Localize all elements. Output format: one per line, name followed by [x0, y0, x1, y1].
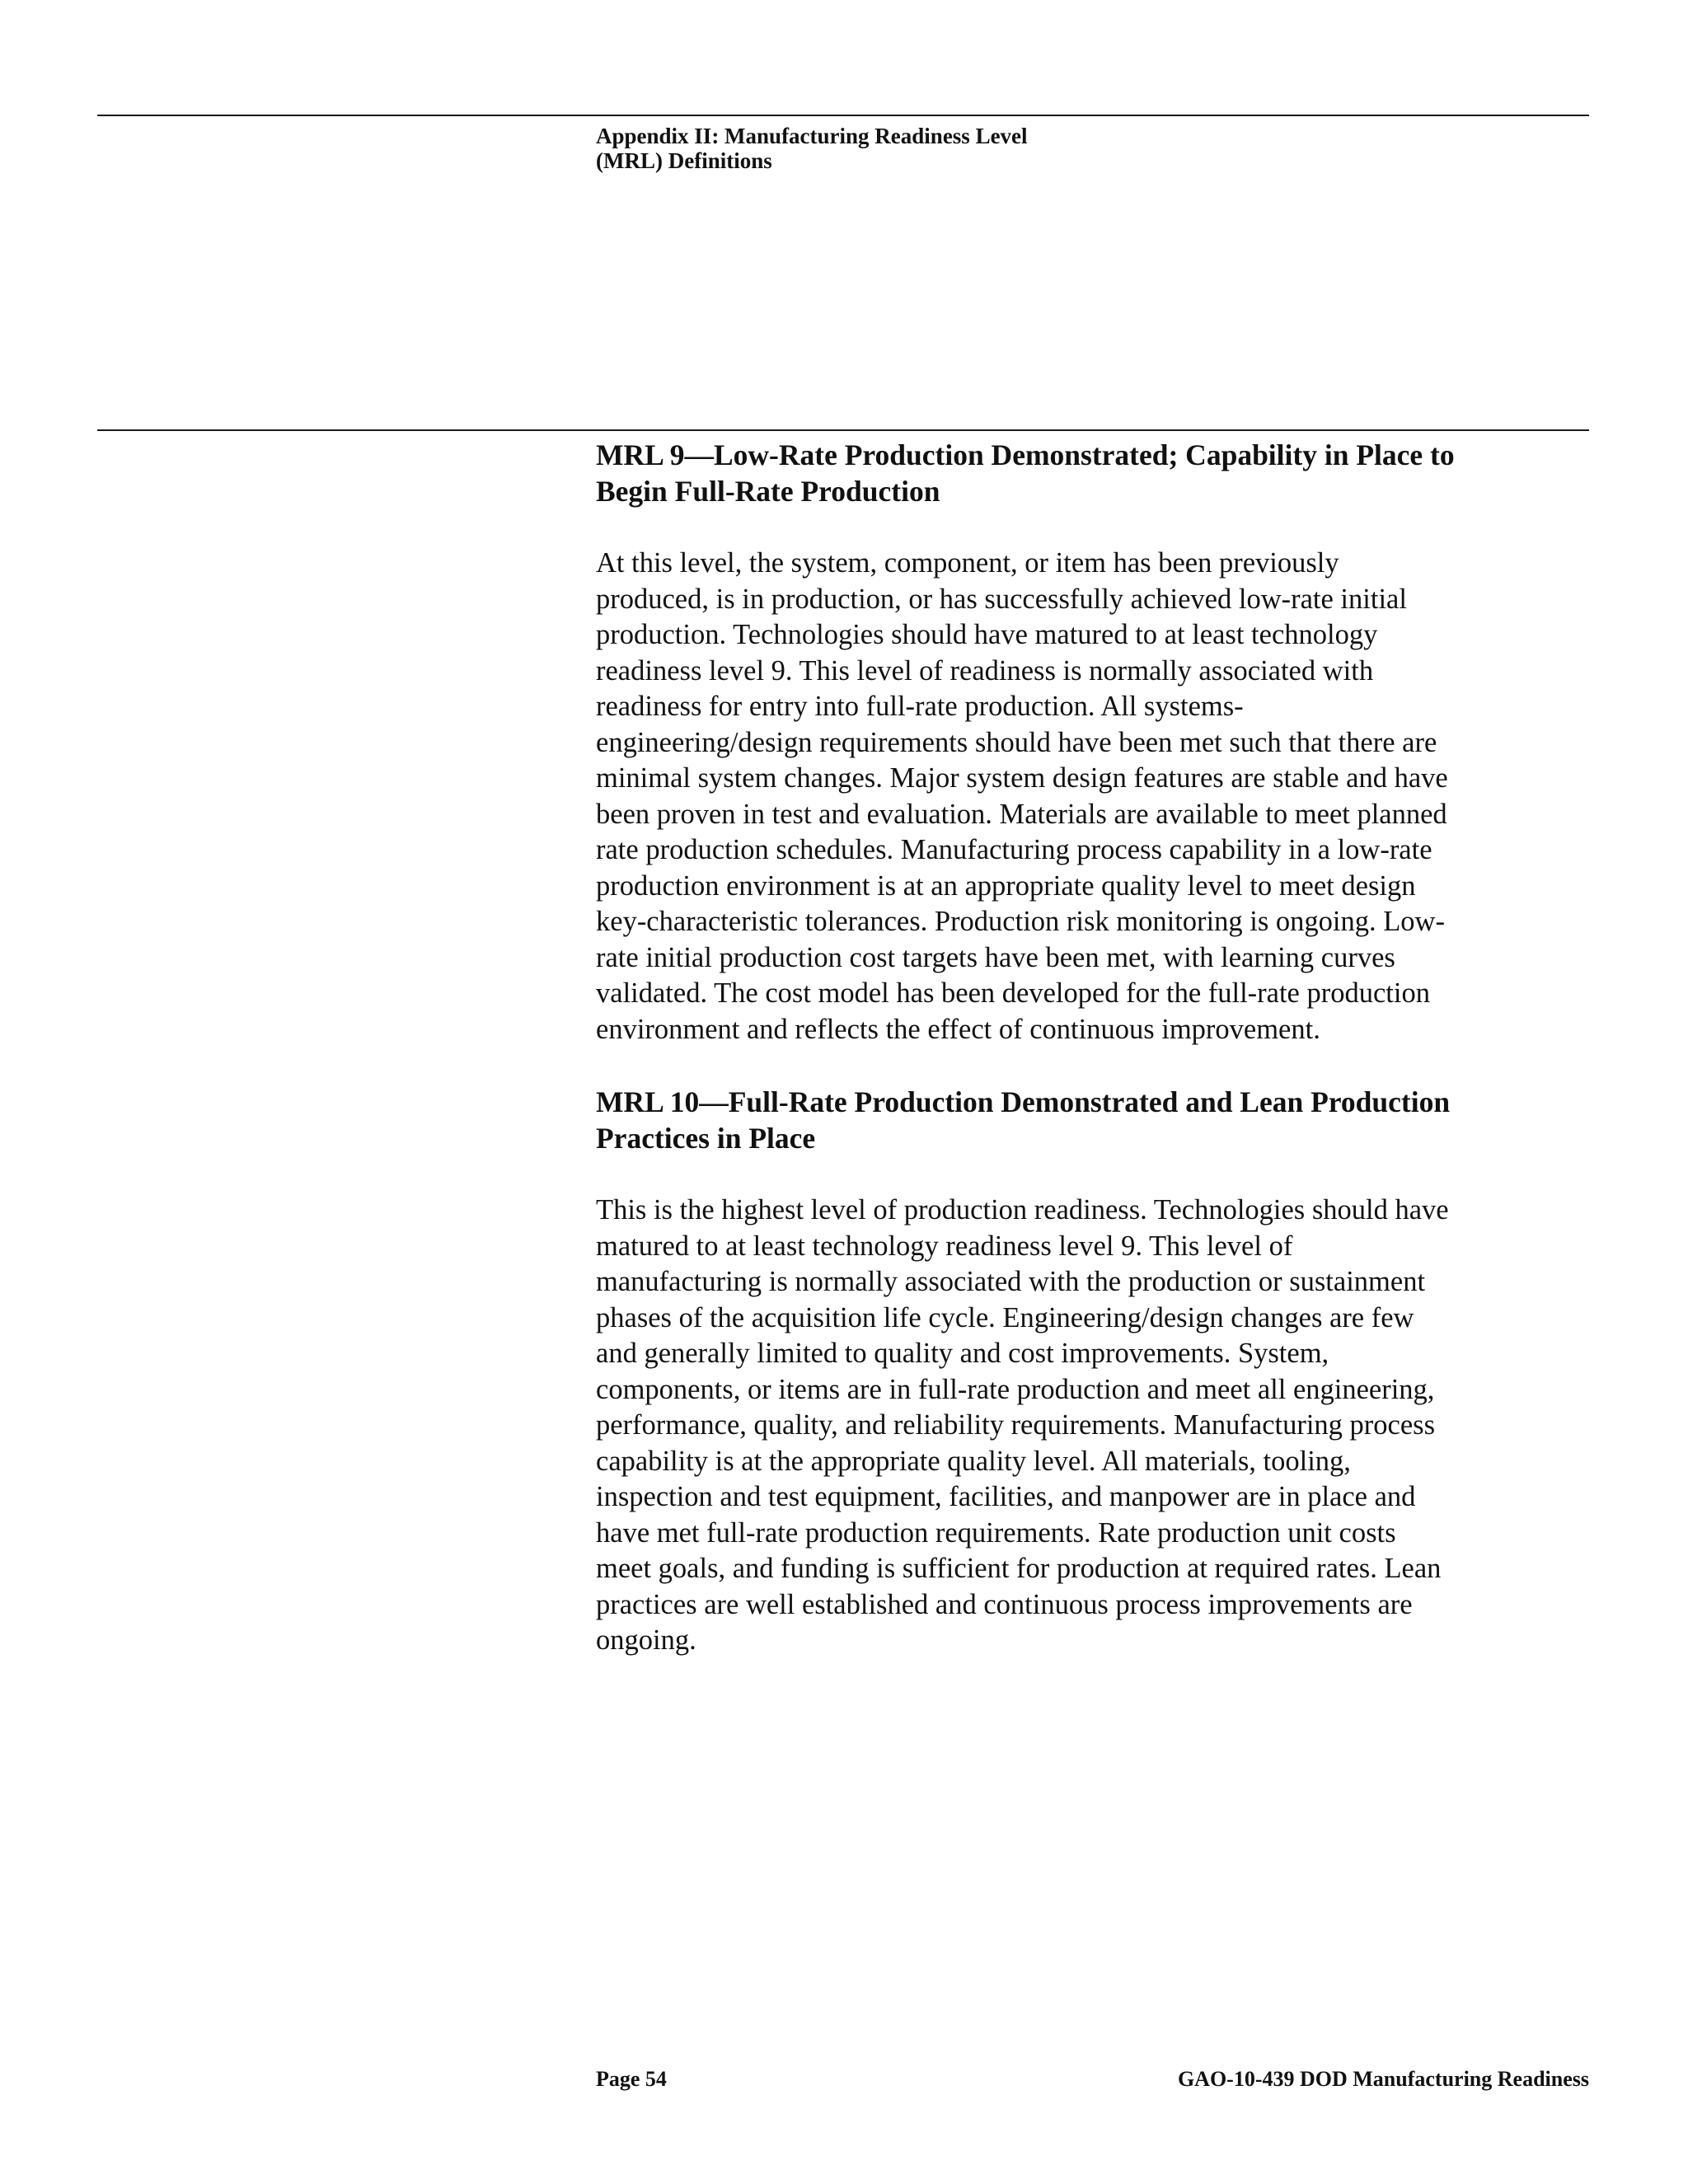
- paragraph-line: capability is at the appropriate quality level. All materials, tooling,: [596, 1445, 1351, 1477]
- paragraph-line: inspection and test equipment, facilities, and manpower are in place and: [596, 1481, 1416, 1512]
- paragraph-line: produced, is in production, or has successfully achieved low-rate initial: [596, 583, 1407, 615]
- mrl10-paragraph: [596, 1193, 1589, 1659]
- heading-line: Practices in Place: [596, 1122, 816, 1155]
- paragraph-line: phases of the acquisition life cycle. Engineering/design changes are few: [596, 1301, 1414, 1333]
- paragraph-line: engineering/design requirements should have been met such that there are: [596, 726, 1437, 758]
- header-rule: [97, 115, 1589, 116]
- mrl10-heading: [596, 1084, 1589, 1156]
- mrl9-paragraph: [596, 546, 1589, 1047]
- running-head-line: (MRL) Definitions: [596, 148, 772, 173]
- paragraph-line: readiness level 9. This level of readiness is normally associated with: [596, 654, 1374, 687]
- paragraph-line: practices are well established and continuous process improvements are: [596, 1588, 1413, 1620]
- paragraph-line: performance, quality, and reliability requirements. Manufacturing process: [596, 1409, 1436, 1441]
- paragraph-line: environment and reflects the effect of continuous improvement.: [596, 1013, 1320, 1045]
- paragraph-line: production. Technologies should have matured to at least technology: [596, 619, 1378, 650]
- mrl9-heading: [596, 437, 1589, 509]
- paragraph-line: ongoing.: [596, 1624, 696, 1656]
- paragraph-line: rate initial production cost targets have been met, with learning curves: [596, 941, 1395, 973]
- paragraph-line: been proven in test and evaluation. Materials are available to meet planned: [596, 798, 1447, 830]
- paragraph-line: components, or items are in full-rate production and meet all engineering,: [596, 1373, 1435, 1405]
- heading-line: MRL 10—Full-Rate Production Demonstrated and Lean Production: [596, 1085, 1451, 1118]
- paragraph-line: production environment is at an appropriate quality level to meet design: [596, 869, 1416, 902]
- heading-line: Begin Full-Rate Production: [596, 475, 940, 508]
- heading-line: MRL 9—Low-Rate Production Demonstrated; Capability in Place to: [596, 438, 1455, 471]
- running-head: [596, 124, 1173, 173]
- section-rule: [97, 429, 1589, 431]
- paragraph-line: validated. The cost model has been developed for the full-rate production: [596, 977, 1430, 1009]
- paragraph-line: and generally limited to quality and cost improvements. System,: [596, 1338, 1329, 1369]
- paragraph-line: matured to at least technology readiness level 9. This level of: [596, 1230, 1293, 1262]
- page-number: Page 54: [596, 2067, 667, 2091]
- paragraph-line: At this level, the system, component, or item has been previously: [596, 547, 1339, 579]
- paragraph-line: have met full-rate production requirements. Rate production unit costs: [596, 1516, 1396, 1549]
- paragraph-line: readiness for entry into full-rate production. All systems-: [596, 691, 1244, 722]
- running-head-line: Appendix II: Manufacturing Readiness Level: [596, 124, 1028, 148]
- paragraph-line: minimal system changes. Major system design features are stable and have: [596, 762, 1448, 794]
- paragraph-line: manufacturing is normally associated with the production or sustainment: [596, 1266, 1426, 1297]
- report-id: GAO-10-439 DOD Manufacturing Readiness: [1177, 2067, 1589, 2091]
- paragraph-line: key-characteristic tolerances. Production risk monitoring is ongoing. Low-: [596, 906, 1445, 937]
- paragraph-line: rate production schedules. Manufacturing process capability in a low-rate: [596, 834, 1432, 865]
- paragraph-line: This is the highest level of production readiness. Technologies should have: [596, 1194, 1449, 1226]
- main-content: [596, 437, 1589, 1659]
- paragraph-line: meet goals, and funding is sufficient for production at required rates. Lean: [596, 1553, 1442, 1584]
